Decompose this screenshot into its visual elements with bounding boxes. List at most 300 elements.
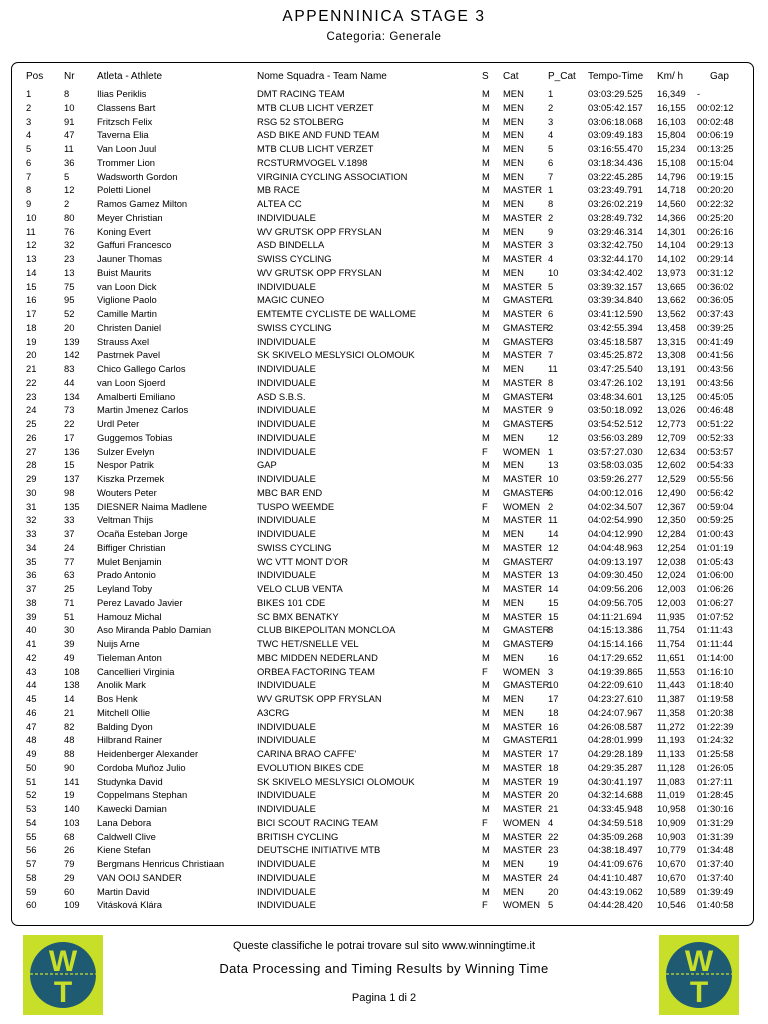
- cell-gap: 00:25:20: [697, 211, 734, 223]
- cell-pcat: 6: [548, 156, 554, 168]
- cell-kmh: 12,529: [657, 473, 686, 484]
- cell-cat: MASTER: [503, 541, 543, 553]
- table-row: [0, 857, 768, 871]
- cell-sex: M: [482, 596, 490, 608]
- cell-pcat: 14: [548, 528, 559, 539]
- table-row: [0, 170, 768, 184]
- cell-pos: 23: [26, 390, 37, 402]
- cell-time: 03:45:25.872: [588, 349, 643, 361]
- cell-kmh: 13,973: [657, 266, 686, 278]
- cell-pos: 47: [26, 720, 37, 732]
- cell-gap: 00:15:04: [697, 156, 734, 168]
- cell-team: INDIVIDUALE: [257, 418, 316, 429]
- cell-kmh: 13,125: [657, 390, 686, 402]
- table-row: [0, 293, 768, 307]
- cell-cat: MASTER: [503, 404, 543, 416]
- cell-cat: MASTER: [503, 610, 543, 622]
- cell-kmh: 13,191: [657, 376, 686, 388]
- cell-athlete: Bergmans Henricus Christiaan: [97, 858, 225, 869]
- cell-kmh: 13,315: [657, 335, 686, 347]
- cell-pcat: 3: [548, 239, 554, 251]
- cell-athlete: Koning Evert: [97, 225, 151, 237]
- cell-sex: M: [482, 225, 490, 237]
- cell-pcat: 17: [548, 748, 559, 759]
- cell-time: 04:15:14.166: [588, 638, 643, 649]
- cell-pcat: 7: [548, 555, 554, 567]
- table-row: [0, 335, 768, 349]
- cell-gap: 01:07:52: [697, 610, 734, 622]
- cell-pcat: 12: [548, 431, 559, 443]
- cell-athlete: Van Loon Juul: [97, 143, 157, 154]
- cell-team: DEUTSCHE INITIATIVE MTB: [257, 844, 381, 856]
- table-row: [0, 486, 768, 500]
- cell-athlete: Martin Jmenez Carlos: [97, 404, 189, 416]
- cell-time: 03:22:45.285: [588, 170, 643, 182]
- cell-cat: MASTER: [503, 844, 543, 856]
- cell-athlete: Kiszka Przemek: [97, 473, 165, 484]
- cell-nr: 82: [64, 720, 75, 732]
- table-row: [0, 156, 768, 170]
- cell-cat: MASTER: [503, 253, 543, 264]
- table-row: [0, 596, 768, 610]
- table-row: [0, 678, 768, 692]
- cell-pos: 39: [26, 610, 37, 622]
- cell-sex: M: [482, 170, 490, 182]
- cell-athlete: Urdl Peter: [97, 418, 140, 429]
- cell-gap: 01:19:58: [697, 693, 734, 704]
- cell-team: ASD BIKE AND FUND TEAM: [257, 129, 380, 141]
- cell-pcat: 5: [548, 899, 554, 911]
- table-row: [0, 898, 768, 912]
- cell-nr: 26: [64, 844, 75, 856]
- cell-athlete: Balding Dyon: [97, 720, 153, 732]
- cell-team: INDIVIDUALE: [257, 404, 316, 416]
- cell-time: 03:48:34.601: [588, 390, 643, 402]
- cell-nr: 63: [64, 569, 75, 581]
- cell-pos: 52: [26, 789, 37, 801]
- table-row: [0, 788, 768, 802]
- cell-kmh: 14,560: [657, 198, 686, 209]
- table-row: [0, 211, 768, 225]
- cell-pcat: 2: [548, 211, 554, 223]
- cell-kmh: 11,651: [657, 651, 685, 663]
- cell-time: 04:43:19.062: [588, 885, 643, 897]
- cell-team: INDIVIDUALE: [257, 445, 316, 457]
- table-row: [0, 541, 768, 555]
- cell-time: 03:41:12.590: [588, 308, 643, 319]
- cell-sex: M: [482, 431, 490, 443]
- cell-cat: MEN: [503, 115, 524, 127]
- cell-cat: MEN: [503, 129, 524, 141]
- cell-team: CLUB BIKEPOLITAN MONCLOA: [257, 624, 396, 636]
- cell-gap: 01:37:40: [697, 858, 734, 869]
- cell-time: 03:09:49.183: [588, 129, 643, 141]
- cell-team: BIKES 101 CDE: [257, 596, 326, 608]
- cell-team: SWISS CYCLING: [257, 321, 332, 333]
- cell-sex: M: [482, 583, 490, 594]
- cell-team: TUSPO WEEMDE: [257, 500, 335, 512]
- cell-cat: MEN: [503, 266, 524, 278]
- logo-letter-w: W: [48, 945, 78, 978]
- cell-team: INDIVIDUALE: [257, 473, 316, 484]
- cell-time: 03:32:42.750: [588, 239, 643, 251]
- cell-time: 03:29:46.314: [588, 225, 643, 237]
- cell-nr: 103: [64, 816, 80, 828]
- cell-sex: M: [482, 239, 490, 251]
- cell-kmh: 15,804: [657, 129, 686, 141]
- cell-gap: 01:11:43: [697, 624, 733, 636]
- cell-cat: MEN: [503, 596, 524, 608]
- table-row: [0, 802, 768, 816]
- cell-sex: M: [482, 693, 490, 704]
- cell-nr: 15: [64, 459, 75, 471]
- cell-nr: 108: [64, 665, 80, 677]
- cell-time: 04:23:27.610: [588, 693, 643, 704]
- cell-athlete: Biffiger Christian: [97, 541, 166, 553]
- cell-team: ASD BINDELLA: [257, 239, 325, 251]
- header-pos: Pos: [26, 71, 44, 82]
- cell-athlete: Nespor Patrik: [97, 459, 154, 471]
- cell-kmh: 10,779: [657, 844, 686, 856]
- cell-sex: M: [482, 129, 490, 141]
- cell-athlete: Veltman Thijs: [97, 514, 154, 526]
- table-row: [0, 115, 768, 129]
- cell-pos: 56: [26, 844, 37, 856]
- cell-gap: 01:30:16: [697, 803, 734, 814]
- cell-nr: 36: [64, 156, 75, 168]
- cell-sex: M: [482, 198, 490, 209]
- cell-pcat: 13: [548, 569, 559, 581]
- cell-gap: 01:06:27: [697, 596, 734, 608]
- cell-gap: 00:36:02: [697, 280, 734, 292]
- table-row: [0, 376, 768, 390]
- cell-cat: WOMEN: [503, 816, 540, 828]
- cell-kmh: 11,128: [657, 761, 685, 773]
- cell-sex: M: [482, 253, 490, 264]
- cell-nr: 140: [64, 803, 80, 814]
- cell-kmh: 14,718: [657, 184, 686, 196]
- cell-cat: MEN: [503, 858, 524, 869]
- cell-athlete: Strauss Axel: [97, 335, 150, 347]
- cell-time: 03:59:26.277: [588, 473, 643, 484]
- cell-time: 04:02:34.507: [588, 500, 643, 512]
- cell-pos: 29: [26, 473, 37, 484]
- cell-time: 04:24:07.967: [588, 706, 643, 718]
- cell-nr: 33: [64, 514, 75, 526]
- cell-sex: M: [482, 541, 490, 553]
- cell-athlete: van Loon Sjoerd: [97, 376, 166, 388]
- cell-kmh: 12,003: [657, 596, 686, 608]
- cell-gap: 00:20:20: [697, 184, 734, 196]
- cell-sex: M: [482, 624, 490, 636]
- cell-nr: 12: [64, 184, 75, 196]
- cell-pos: 7: [26, 170, 32, 182]
- cell-gap: 00:53:57: [697, 445, 734, 457]
- cell-team: INDIVIDUALE: [257, 885, 316, 897]
- cell-pcat: 23: [548, 844, 559, 856]
- table-row: [0, 692, 768, 706]
- cell-time: 03:32:44.170: [588, 253, 643, 264]
- cell-athlete: Caldwell Clive: [97, 830, 156, 842]
- cell-pos: 10: [26, 211, 37, 223]
- cell-time: 04:02:54.990: [588, 514, 643, 526]
- cell-cat: MEN: [503, 198, 524, 209]
- table-row: [0, 348, 768, 362]
- cell-team: SK SKIVELO MESLYSICI OLOMOUK: [257, 349, 415, 361]
- cell-kmh: 10,670: [657, 871, 686, 883]
- cell-cat: GMASTER: [503, 390, 550, 402]
- cell-time: 03:05:42.157: [588, 101, 643, 113]
- cell-gap: 00:46:48: [697, 404, 734, 416]
- cell-pos: 58: [26, 871, 37, 883]
- cell-gap: 00:29:14: [697, 253, 734, 264]
- cell-pos: 19: [26, 335, 37, 347]
- cell-nr: 29: [64, 871, 75, 883]
- cell-pos: 42: [26, 651, 37, 663]
- cell-sex: M: [482, 706, 490, 718]
- cell-time: 03:56:03.289: [588, 431, 643, 443]
- cell-nr: 47: [64, 129, 75, 141]
- cell-cat: MASTER: [503, 720, 543, 732]
- table-row: [0, 417, 768, 431]
- cell-nr: 80: [64, 211, 75, 223]
- cell-kmh: 11,754: [657, 624, 685, 636]
- cell-kmh: 13,562: [657, 308, 686, 319]
- cell-cat: GMASTER: [503, 321, 550, 333]
- cell-athlete: Chico Gallego Carlos: [97, 363, 186, 374]
- cell-pcat: 9: [548, 225, 554, 237]
- cell-pcat: 16: [548, 720, 559, 732]
- cell-pos: 24: [26, 404, 37, 416]
- table-row: [0, 637, 768, 651]
- cell-athlete: Taverna Elia: [97, 129, 149, 141]
- cell-nr: 134: [64, 390, 80, 402]
- cell-time: 04:19:39.865: [588, 665, 643, 677]
- page-number: Pagina 1 di 2: [351, 992, 417, 1004]
- cell-team: INDIVIDUALE: [257, 899, 316, 911]
- cell-cat: MEN: [503, 431, 524, 443]
- cell-gap: 01:31:39: [697, 830, 734, 842]
- cell-gap: 00:02:48: [697, 115, 734, 127]
- cell-kmh: 11,387: [657, 693, 685, 704]
- table-row: [0, 87, 768, 101]
- cell-team: MBC MIDDEN NEDERLAND: [257, 651, 378, 663]
- cell-cat: MASTER: [503, 775, 543, 787]
- cell-nr: 14: [64, 693, 75, 704]
- cell-team: EMTEMTE CYCLISTE DE WALLOME: [257, 308, 417, 319]
- cell-cat: MEN: [503, 651, 524, 663]
- cell-sex: M: [482, 858, 490, 869]
- cell-team: EVOLUTION BIKES CDE: [257, 761, 364, 773]
- cell-gap: 01:06:26: [697, 583, 734, 594]
- cell-gap: 01:22:39: [697, 720, 734, 732]
- cell-sex: M: [482, 349, 490, 361]
- table-row: [0, 280, 768, 294]
- cell-athlete: Aso Miranda Pablo Damian: [97, 624, 212, 636]
- cell-kmh: 11,083: [657, 775, 685, 787]
- cell-team: INDIVIDUALE: [257, 335, 316, 347]
- cell-pcat: 3: [548, 665, 554, 677]
- cell-time: 03:18:34.436: [588, 156, 643, 168]
- cell-pos: 54: [26, 816, 37, 828]
- cell-kmh: 16,103: [657, 115, 686, 127]
- cell-kmh: 13,308: [657, 349, 686, 361]
- cell-sex: M: [482, 720, 490, 732]
- cell-pos: 60: [26, 899, 37, 911]
- cell-pcat: 2: [548, 321, 554, 333]
- table-row: [0, 651, 768, 665]
- table-row: [0, 665, 768, 679]
- cell-pcat: 3: [548, 115, 554, 127]
- cell-team: BICI SCOUT RACING TEAM: [257, 816, 379, 828]
- cell-nr: 44: [64, 376, 75, 388]
- cell-sex: M: [482, 308, 490, 319]
- table-row: [0, 197, 768, 211]
- table-row: [0, 775, 768, 789]
- cell-sex: M: [482, 528, 490, 539]
- cell-team: INDIVIDUALE: [257, 803, 316, 814]
- cell-team: MB RACE: [257, 184, 300, 196]
- cell-nr: 32: [64, 239, 75, 251]
- cell-pos: 28: [26, 459, 37, 471]
- cell-kmh: 11,935: [657, 610, 685, 622]
- cell-gap: 01:16:10: [697, 665, 734, 677]
- cell-sex: M: [482, 789, 490, 801]
- cell-cat: WOMEN: [503, 445, 540, 457]
- cell-time: 03:16:55.470: [588, 143, 643, 154]
- cell-cat: GMASTER: [503, 335, 550, 347]
- cell-kmh: 13,662: [657, 294, 686, 306]
- table-row: [0, 266, 768, 280]
- cell-cat: MEN: [503, 706, 524, 718]
- cell-kmh: 14,104: [657, 239, 686, 251]
- cell-sex: M: [482, 486, 490, 498]
- cell-kmh: 16,155: [657, 101, 686, 113]
- cell-athlete: Kawecki Damian: [97, 803, 167, 814]
- cell-time: 04:22:09.610: [588, 679, 643, 691]
- cell-kmh: 12,367: [657, 500, 686, 512]
- cell-gap: 00:26:16: [697, 225, 734, 237]
- table-row: [0, 500, 768, 514]
- table-header: [0, 70, 768, 84]
- cell-athlete: Leyland Toby: [97, 583, 153, 594]
- cell-team: CARINA BRAO CAFFE': [257, 748, 357, 759]
- table-row: [0, 830, 768, 844]
- cell-athlete: Anolik Mark: [97, 679, 146, 691]
- cell-sex: M: [482, 803, 490, 814]
- cell-pos: 35: [26, 555, 37, 567]
- cell-sex: M: [482, 266, 490, 278]
- cell-nr: 138: [64, 679, 80, 691]
- cell-athlete: Kiene Stefan: [97, 844, 151, 856]
- cell-nr: 5: [64, 170, 70, 182]
- cell-cat: MASTER: [503, 569, 543, 581]
- cell-kmh: 10,903: [657, 830, 686, 842]
- cell-cat: MEN: [503, 225, 524, 237]
- cell-nr: 142: [64, 349, 80, 361]
- cell-team: WC VTT MONT D'OR: [257, 555, 349, 567]
- cell-team: VELO CLUB VENTA: [257, 583, 343, 594]
- cell-team: RCSTURMVOGEL V.1898: [257, 156, 368, 168]
- cell-athlete: Mitchell Ollie: [97, 706, 151, 718]
- cell-pos: 11: [26, 225, 36, 237]
- cell-sex: F: [482, 816, 488, 828]
- cell-gap: 00:43:56: [697, 376, 734, 388]
- cell-kmh: 14,796: [657, 170, 686, 182]
- cell-time: 04:29:35.287: [588, 761, 643, 773]
- results-rows: [0, 87, 768, 912]
- table-row: [0, 403, 768, 417]
- cell-pcat: 14: [548, 583, 559, 594]
- cell-pcat: 15: [548, 610, 559, 622]
- cell-sex: M: [482, 651, 490, 663]
- cell-cat: MEN: [503, 101, 524, 113]
- table-row: [0, 390, 768, 404]
- cell-gap: 00:51:22: [697, 418, 734, 429]
- cell-cat: MEN: [503, 170, 524, 182]
- cell-pcat: 9: [548, 638, 554, 649]
- cell-pcat: 11: [548, 363, 558, 374]
- cell-kmh: 13,458: [657, 321, 686, 333]
- cell-gap: 01:06:00: [697, 569, 734, 581]
- cell-sex: M: [482, 885, 490, 897]
- table-row: [0, 610, 768, 624]
- cell-pcat: 1: [548, 184, 554, 196]
- cell-time: 03:42:55.394: [588, 321, 643, 333]
- cell-time: 04:30:41.197: [588, 775, 643, 787]
- cell-nr: 23: [64, 253, 75, 264]
- cell-pos: 20: [26, 349, 37, 361]
- cell-gap: 01:37:40: [697, 871, 734, 883]
- cell-team: INDIVIDUALE: [257, 280, 316, 292]
- cell-kmh: 12,038: [657, 555, 686, 567]
- cell-nr: 139: [64, 335, 80, 347]
- cell-cat: MEN: [503, 143, 524, 154]
- cell-cat: MASTER: [503, 184, 543, 196]
- cell-pos: 25: [26, 418, 37, 429]
- table-row: [0, 871, 768, 885]
- cell-nr: 49: [64, 651, 75, 663]
- cell-athlete: Lana Debora: [97, 816, 152, 828]
- cell-cat: MASTER: [503, 830, 543, 842]
- cell-sex: M: [482, 734, 490, 746]
- cell-athlete: Nuijs Arne: [97, 638, 140, 649]
- cell-athlete: Amalberti Emiliano: [97, 390, 176, 402]
- cell-pos: 2: [26, 101, 32, 113]
- cell-pcat: 11: [548, 734, 558, 746]
- cell-sex: M: [482, 404, 490, 416]
- table-row: [0, 527, 768, 541]
- cell-cat: GMASTER: [503, 624, 550, 636]
- cell-cat: MASTER: [503, 349, 543, 361]
- cell-sex: M: [482, 376, 490, 388]
- cell-sex: M: [482, 211, 490, 223]
- cell-team: MAGIC CUNEO: [257, 294, 325, 306]
- cell-gap: 00:39:25: [697, 321, 734, 333]
- cell-time: 03:39:34.840: [588, 294, 643, 306]
- cell-sex: M: [482, 280, 490, 292]
- table-row: [0, 128, 768, 142]
- cell-team: INDIVIDUALE: [257, 431, 316, 443]
- cell-kmh: 14,366: [657, 211, 686, 223]
- cell-team: INDIVIDUALE: [257, 720, 316, 732]
- logo-letter-t: T: [53, 976, 73, 1009]
- cell-pos: 41: [26, 638, 37, 649]
- cell-athlete: Camille Martin: [97, 308, 157, 319]
- cell-time: 03:54:52.512: [588, 418, 643, 429]
- cell-pos: 4: [26, 129, 32, 141]
- cell-time: 04:26:08.587: [588, 720, 643, 732]
